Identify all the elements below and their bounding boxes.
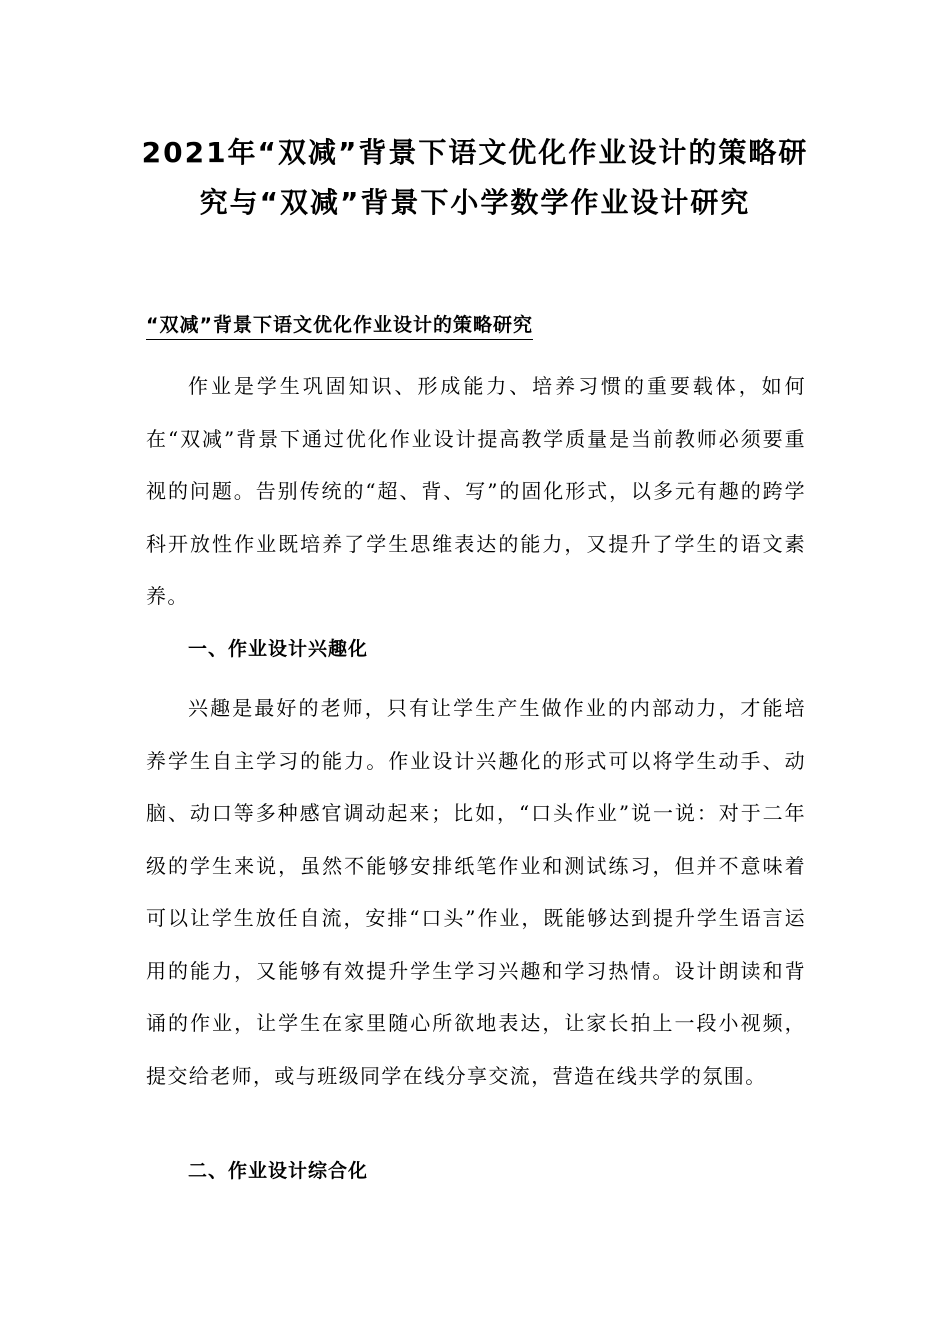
- paragraph-intro: 作业是学生巩固知识、形成能力、培养习惯的重要载体，如何在“双减”背景下通过优化作业设计提高教学质量是当前教师必须要重视的问题。告别传统的“超、背、写”的固化形式，以多元有趣的跨学科开放性作业既培养了学生思维表达的能力，又提升了学生的语文素养。: [146, 374, 806, 608]
- section-heading-1: 一、作业设计兴趣化: [188, 638, 369, 660]
- paragraph-interest: 兴趣是最好的老师，只有让学生产生做作业的内部动力，才能培养学生自主学习的能力。作业设计兴趣化的形式可以将学生动手、动脑、动口等多种感官调动起来；比如，“口头作业”说一说：对于二年级的学生来说，虽然不能够安排纸笔作业和测试练习，但并不意味着可以让学生放任自流，安排“口头”作业，既能够达到提升学生语言运用的能力，又能够有效提升学生学习兴趣和学习热情。设计朗读和背诵的作业，让学生在家里随心所欲地表达，让家长拍上一段小视频，提交给老师，或与班级同学在线分享交流，营造在线共学的氛围。: [146, 696, 806, 1088]
- section-subtitle: “双减”背景下语文优化作业设计的策略研究: [146, 313, 533, 340]
- document-title-line-2: 究与“双减”背景下小学数学作业设计研究: [199, 186, 751, 219]
- section-heading-2: 二、作业设计综合化: [188, 1160, 369, 1182]
- document-title-line-1: 2021年“双减”背景下语文优化作业设计的策略研: [141, 136, 809, 169]
